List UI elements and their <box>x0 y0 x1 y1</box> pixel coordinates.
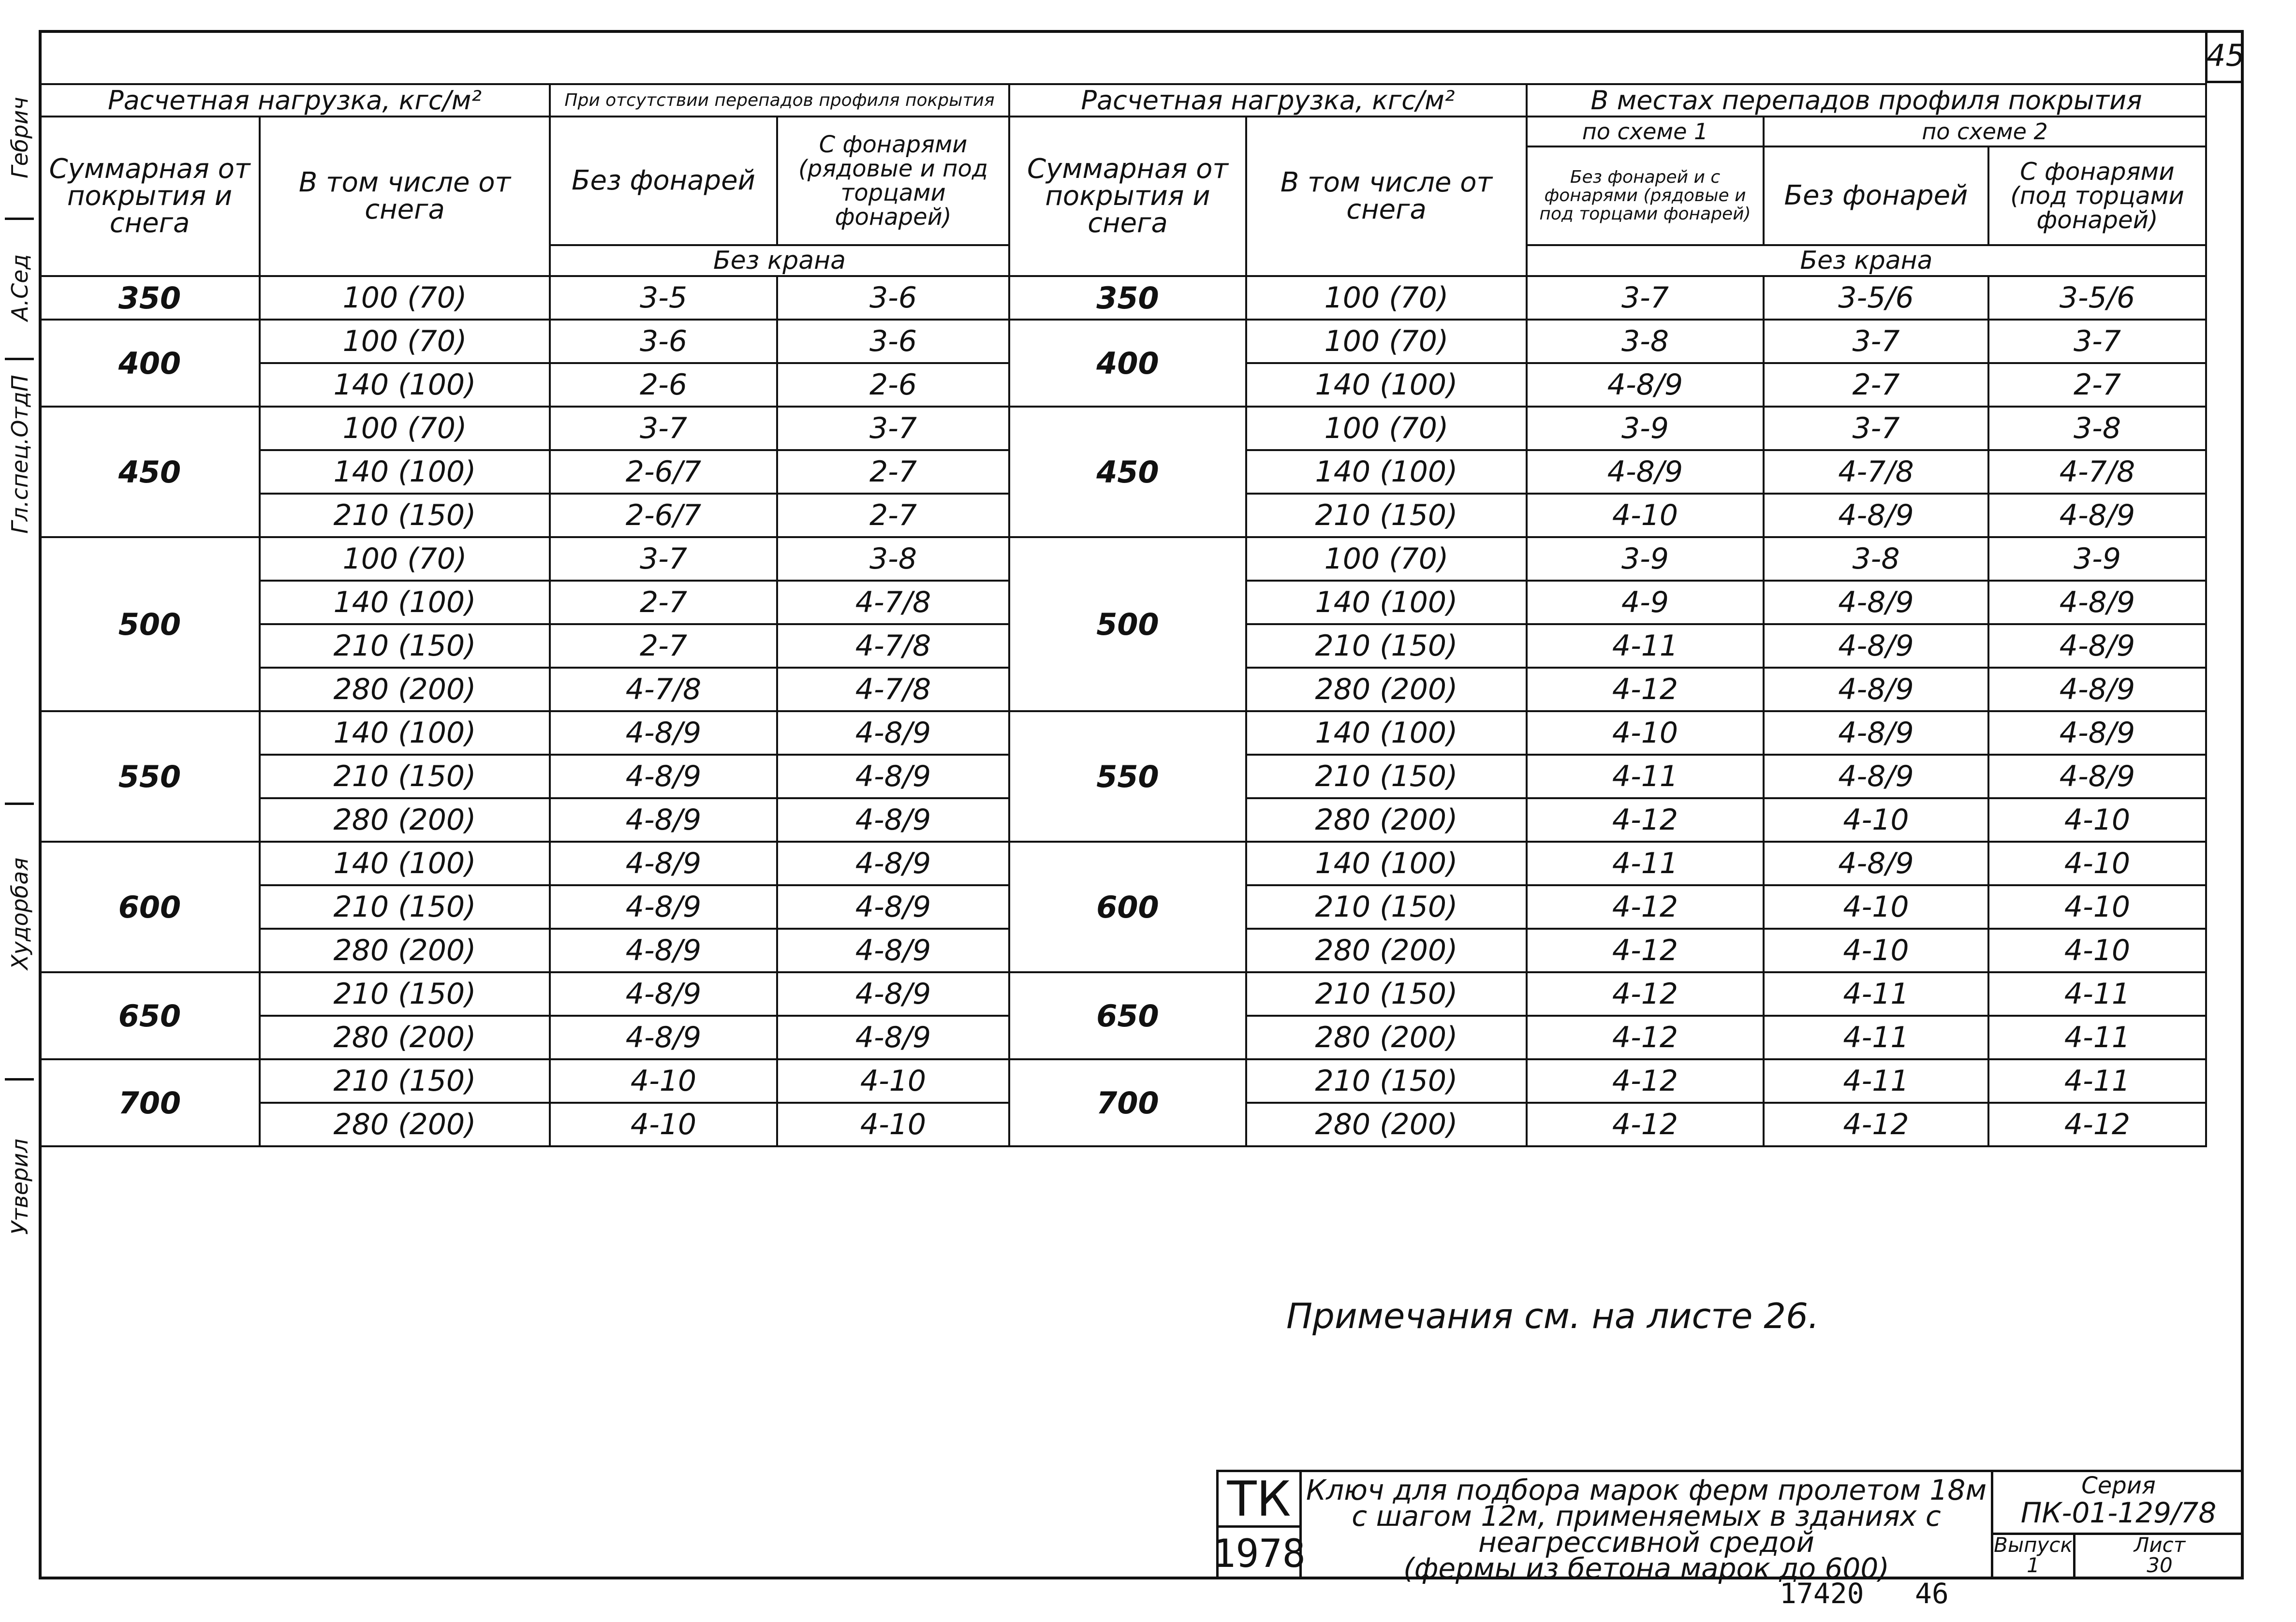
truss-mark-cell: 3-9 <box>1988 537 2206 581</box>
truss-mark-cell: 4-7/8 <box>777 668 1009 711</box>
title-line: неагрессивной средой <box>1478 1526 1814 1559</box>
truss-mark-cell: 4-12 <box>1988 1103 2206 1146</box>
truss-mark-cell: 4-12 <box>1527 1059 1764 1103</box>
snow-load-cell: 210 (150) <box>1246 494 1527 537</box>
truss-mark-cell: 4-11 <box>1988 1016 2206 1059</box>
truss-mark-cell: 4-7/8 <box>777 624 1009 668</box>
truss-mark-cell: 2-7 <box>550 581 777 624</box>
truss-mark-cell: 4-10 <box>777 1059 1009 1103</box>
truss-mark-cell: 3-7 <box>550 407 777 450</box>
total-load-cell: 700 <box>40 1059 260 1146</box>
snow-load-cell: 140 (100) <box>1246 450 1527 494</box>
truss-mark-cell: 3-8 <box>1764 537 1988 581</box>
snow-load-cell: 210 (150) <box>1246 624 1527 668</box>
truss-mark-cell: 4-10 <box>777 1103 1009 1146</box>
stamp-signature: Худорбая <box>7 857 33 970</box>
title-line: с шагом 12м, применяемых в зданиях с <box>1352 1500 1941 1533</box>
truss-mark-cell: 3-7 <box>1988 320 2206 363</box>
truss-mark-cell: 3-9 <box>1527 537 1764 581</box>
truss-mark-cell: 4-8/9 <box>777 885 1009 929</box>
truss-mark-cell: 4-8/9 <box>777 711 1009 755</box>
archive-page: 46 <box>1915 1577 1949 1610</box>
truss-mark-cell: 4-8/9 <box>1764 755 1988 798</box>
snow-load-cell: 210 (150) <box>1246 885 1527 929</box>
snow-load-cell: 100 (70) <box>1246 320 1527 363</box>
total-load-cell: 350 <box>40 276 260 320</box>
snow-load-cell: 100 (70) <box>260 276 550 320</box>
truss-mark-cell: 4-8/9 <box>777 972 1009 1016</box>
table-row <box>40 407 2206 450</box>
truss-mark-cell: 2-7 <box>777 450 1009 494</box>
sheet-value: 30 <box>2147 1553 2173 1577</box>
truss-mark-cell: 4-8/9 <box>550 711 777 755</box>
truss-mark-cell: 4-12 <box>1527 929 1764 972</box>
truss-mark-cell: 2-6/7 <box>550 494 777 537</box>
truss-mark-cell: 4-8/9 <box>1764 668 1988 711</box>
truss-mark-cell: 4-8/9 <box>1988 711 2206 755</box>
snow-load-cell: 210 (150) <box>260 755 550 798</box>
snow-load-cell: 210 (150) <box>1246 1059 1527 1103</box>
title-line: Ключ для подбора марок ферм пролетом 18м <box>1306 1474 1987 1506</box>
truss-mark-cell: 4-8/9 <box>777 798 1009 842</box>
total-load-cell: 500 <box>40 537 260 711</box>
title-block <box>1212 1470 2244 1585</box>
truss-mark-cell: 2-7 <box>777 494 1009 537</box>
table-row <box>40 276 2206 320</box>
organization-logo <box>1212 1470 1306 1579</box>
snow-load-cell: 280 (200) <box>1246 668 1527 711</box>
total-load-cell: 400 <box>40 320 260 407</box>
stamp-signature: Гебрич <box>7 97 33 179</box>
stamp-divider <box>5 358 34 360</box>
truss-mark-cell: 4-11 <box>1527 624 1764 668</box>
snow-load-cell: 100 (70) <box>260 320 550 363</box>
snow-load-cell: 140 (100) <box>260 363 550 407</box>
total-load-cell: 550 <box>1009 711 1246 842</box>
truss-mark-cell: 4-7/8 <box>550 668 777 711</box>
page-number: 45 <box>2205 30 2244 83</box>
header-no-lanterns-1: Без фонарей <box>550 117 777 245</box>
snow-load-cell: 100 (70) <box>1246 407 1527 450</box>
snow-load-cell: 210 (150) <box>1246 755 1527 798</box>
table-row <box>40 537 2206 581</box>
header-total-2: Суммарная от покрытия и снега <box>1009 117 1246 276</box>
truss-mark-cell: 3-9 <box>1527 407 1764 450</box>
snow-load-cell: 280 (200) <box>260 1016 550 1059</box>
truss-mark-cell: 4-8/9 <box>550 842 777 885</box>
snow-load-cell: 280 (200) <box>260 929 550 972</box>
header-no-crane-1: Без крана <box>550 245 1009 276</box>
truss-mark-cell: 4-12 <box>1527 798 1764 842</box>
stamp-divider <box>5 218 34 220</box>
total-load-cell: 650 <box>40 972 260 1059</box>
truss-mark-cell: 4-8/9 <box>550 1016 777 1059</box>
truss-mark-cell: 4-12 <box>1527 1103 1764 1146</box>
truss-mark-cell: 4-12 <box>1764 1103 1988 1146</box>
table-row <box>40 320 2206 363</box>
header-no-crane-2: Без крана <box>1527 245 2206 276</box>
snow-load-cell: 210 (150) <box>260 972 550 1016</box>
truss-mark-cell: 4-8/9 <box>550 972 777 1016</box>
snow-load-cell: 140 (100) <box>260 581 550 624</box>
truss-mark-cell: 4-8/9 <box>1527 363 1764 407</box>
truss-mark-cell: 2-6 <box>550 363 777 407</box>
truss-mark-cell: 4-8/9 <box>550 798 777 842</box>
snow-load-cell: 100 (70) <box>1246 276 1527 320</box>
issue-label: Выпуск <box>1994 1533 2073 1557</box>
snow-load-cell: 100 (70) <box>1246 537 1527 581</box>
snow-load-cell: 140 (100) <box>1246 711 1527 755</box>
truss-mark-cell: 4-8/9 <box>550 929 777 972</box>
snow-load-cell: 280 (200) <box>260 668 550 711</box>
truss-mark-cell: 4-8/9 <box>1527 450 1764 494</box>
truss-mark-cell: 4-8/9 <box>777 842 1009 885</box>
truss-mark-cell: 4-11 <box>1764 1059 1988 1103</box>
total-load-cell: 350 <box>1009 276 1246 320</box>
sheet-label: Лист <box>2134 1533 2186 1557</box>
truss-mark-cell: 4-10 <box>1527 494 1764 537</box>
snow-load-cell: 140 (100) <box>1246 581 1527 624</box>
snow-load-cell: 280 (200) <box>260 1103 550 1146</box>
truss-mark-cell: 3-8 <box>777 537 1009 581</box>
total-load-cell: 650 <box>1009 972 1246 1059</box>
truss-mark-cell: 4-11 <box>1527 842 1764 885</box>
header-design-load-2: Расчетная нагрузка, кгс/м² <box>1009 84 1527 117</box>
truss-mark-cell: 4-8/9 <box>1988 624 2206 668</box>
snow-load-cell: 140 (100) <box>260 842 550 885</box>
truss-mark-cell: 4-10 <box>1764 798 1988 842</box>
truss-mark-cell: 4-11 <box>1764 972 1988 1016</box>
total-load-cell: 400 <box>1009 320 1246 407</box>
truss-mark-cell: 4-8/9 <box>777 755 1009 798</box>
truss-mark-cell: 4-12 <box>1527 1016 1764 1059</box>
stamp-divider <box>5 1078 34 1081</box>
snow-load-cell: 140 (100) <box>1246 363 1527 407</box>
total-load-cell: 450 <box>40 407 260 537</box>
snow-load-cell: 280 (200) <box>1246 1016 1527 1059</box>
truss-mark-cell: 2-7 <box>550 624 777 668</box>
truss-mark-cell: 4-8/9 <box>1764 711 1988 755</box>
table-row <box>40 972 2206 1016</box>
truss-mark-cell: 3-5 <box>550 276 777 320</box>
snow-load-cell: 280 (200) <box>1246 798 1527 842</box>
truss-mark-cell: 4-10 <box>550 1103 777 1146</box>
header-scheme1-col: Без фонарей и с фонарями (рядовые и под торцами фонарей) <box>1527 146 1764 245</box>
truss-mark-cell: 4-9 <box>1527 581 1764 624</box>
stamp-divider <box>5 803 34 805</box>
total-load-cell: 600 <box>40 842 260 972</box>
truss-mark-cell: 4-10 <box>1988 929 2206 972</box>
header-scheme-1: по схеме 1 <box>1527 117 1764 146</box>
truss-mark-cell: 4-11 <box>1988 1059 2206 1103</box>
title-line: (фермы из бетона марок до 600) <box>1403 1552 1889 1585</box>
snow-load-cell: 140 (100) <box>1246 842 1527 885</box>
snow-load-cell: 210 (150) <box>1246 972 1527 1016</box>
total-load-cell: 450 <box>1009 407 1246 537</box>
snow-load-cell: 140 (100) <box>260 711 550 755</box>
truss-mark-cell: 2-6/7 <box>550 450 777 494</box>
truss-mark-cell: 3-6 <box>777 276 1009 320</box>
truss-mark-cell: 4-8/9 <box>1764 494 1988 537</box>
logo-letters: ТК <box>1219 1472 1299 1528</box>
truss-mark-cell: 3-7 <box>550 537 777 581</box>
sheet-cell <box>2075 1535 2244 1579</box>
truss-mark-cell: 4-7/8 <box>777 581 1009 624</box>
issue-value: 1 <box>2027 1553 2040 1577</box>
series-value: ПК-01-129/78 <box>1993 1496 2244 1535</box>
truss-mark-cell: 3-8 <box>1527 320 1764 363</box>
truss-mark-cell: 3-7 <box>1764 320 1988 363</box>
truss-mark-cell: 2-7 <box>1988 363 2206 407</box>
stamp-role: Гл.спец.ОтдП <box>7 375 33 534</box>
truss-mark-cell: 4-8/9 <box>1764 842 1988 885</box>
truss-mark-cell: 3-8 <box>1988 407 2206 450</box>
drawing-title <box>1302 1472 1993 1585</box>
truss-mark-cell: 3-5/6 <box>1764 276 1988 320</box>
truss-mark-cell: 4-8/9 <box>1988 581 2206 624</box>
total-load-cell: 600 <box>1009 842 1246 972</box>
truss-mark-cell: 4-8/9 <box>777 1016 1009 1059</box>
truss-mark-cell: 3-6 <box>777 320 1009 363</box>
issue-cell <box>1993 1535 2075 1579</box>
header-with-lanterns-2: С фонарями (под торцами фонарей) <box>1988 146 2206 245</box>
truss-mark-cell: 3-5/6 <box>1988 276 2206 320</box>
stamp-signature: А.Сед <box>7 254 33 321</box>
snow-load-cell: 140 (100) <box>260 450 550 494</box>
approval-stamp-strip <box>0 63 39 1465</box>
table-row <box>40 842 2206 885</box>
truss-mark-cell: 4-10 <box>1527 711 1764 755</box>
header-no-drop: При отсутствии перепадов профиля покрытия <box>550 84 1009 117</box>
header-scheme-2: по схеме 2 <box>1764 117 2206 146</box>
truss-mark-cell: 3-6 <box>550 320 777 363</box>
total-load-cell: 500 <box>1009 537 1246 711</box>
truss-mark-cell: 4-8/9 <box>777 929 1009 972</box>
snow-load-cell: 210 (150) <box>260 1059 550 1103</box>
total-load-cell: 700 <box>1009 1059 1246 1146</box>
snow-load-cell: 100 (70) <box>260 407 550 450</box>
truss-mark-cell: 4-11 <box>1988 972 2206 1016</box>
snow-load-cell: 210 (150) <box>260 624 550 668</box>
header-no-lanterns-2: Без фонарей <box>1764 146 1988 245</box>
truss-mark-cell: 3-7 <box>777 407 1009 450</box>
truss-mark-cell: 4-8/9 <box>1988 494 2206 537</box>
truss-mark-cell: 4-8/9 <box>1988 755 2206 798</box>
truss-mark-cell: 4-8/9 <box>550 755 777 798</box>
header-design-load-1: Расчетная нагрузка, кгс/м² <box>40 84 550 117</box>
truss-mark-cell: 2-7 <box>1764 363 1988 407</box>
series-label: Серия <box>2081 1472 2156 1499</box>
truss-mark-cell: 4-10 <box>1764 885 1988 929</box>
truss-mark-cell: 4-12 <box>1527 668 1764 711</box>
snow-load-cell: 280 (200) <box>1246 1103 1527 1146</box>
table-row <box>40 711 2206 755</box>
snow-load-cell: 210 (150) <box>260 885 550 929</box>
truss-selection-table <box>39 83 2207 1147</box>
header-with-lanterns-1: С фонарями (рядовые и под торцами фонарей) <box>777 117 1009 245</box>
stamp-role: Утверил <box>7 1139 33 1235</box>
snow-load-cell: 100 (70) <box>260 537 550 581</box>
total-load-cell: 550 <box>40 711 260 842</box>
truss-mark-cell: 4-10 <box>1988 885 2206 929</box>
truss-mark-cell: 3-7 <box>1764 407 1988 450</box>
truss-mark-cell: 4-10 <box>1988 798 2206 842</box>
truss-mark-cell: 4-11 <box>1527 755 1764 798</box>
truss-mark-cell: 4-10 <box>1988 842 2206 885</box>
truss-mark-cell: 4-8/9 <box>1764 581 1988 624</box>
truss-mark-cell: 2-6 <box>777 363 1009 407</box>
truss-mark-cell: 4-7/8 <box>1764 450 1988 494</box>
truss-mark-cell: 4-12 <box>1527 885 1764 929</box>
truss-mark-cell: 4-8/9 <box>1988 668 2206 711</box>
logo-year: 1978 <box>1212 1531 1306 1576</box>
header-with-drop: В местах перепадов профиля покрытия <box>1527 84 2206 117</box>
truss-mark-cell: 4-10 <box>550 1059 777 1103</box>
truss-mark-cell: 3-7 <box>1527 276 1764 320</box>
truss-mark-cell: 4-10 <box>1764 929 1988 972</box>
truss-mark-cell: 4-7/8 <box>1988 450 2206 494</box>
snow-load-cell: 280 (200) <box>1246 929 1527 972</box>
snow-load-cell: 210 (150) <box>260 494 550 537</box>
header-snow-2: В том числе от снега <box>1246 117 1527 276</box>
header-total-1: Суммарная от покрытия и снега <box>40 117 260 276</box>
notes-reference: Примечания см. на листе 26. <box>1286 1296 1819 1336</box>
truss-mark-cell: 4-8/9 <box>550 885 777 929</box>
truss-mark-cell: 4-11 <box>1764 1016 1988 1059</box>
header-snow-1: В том числе от снега <box>260 117 550 276</box>
table-row <box>40 1059 2206 1103</box>
truss-mark-cell: 4-12 <box>1527 972 1764 1016</box>
archive-number: 17420 <box>1780 1577 1864 1610</box>
truss-mark-cell: 4-8/9 <box>1764 624 1988 668</box>
snow-load-cell: 280 (200) <box>260 798 550 842</box>
